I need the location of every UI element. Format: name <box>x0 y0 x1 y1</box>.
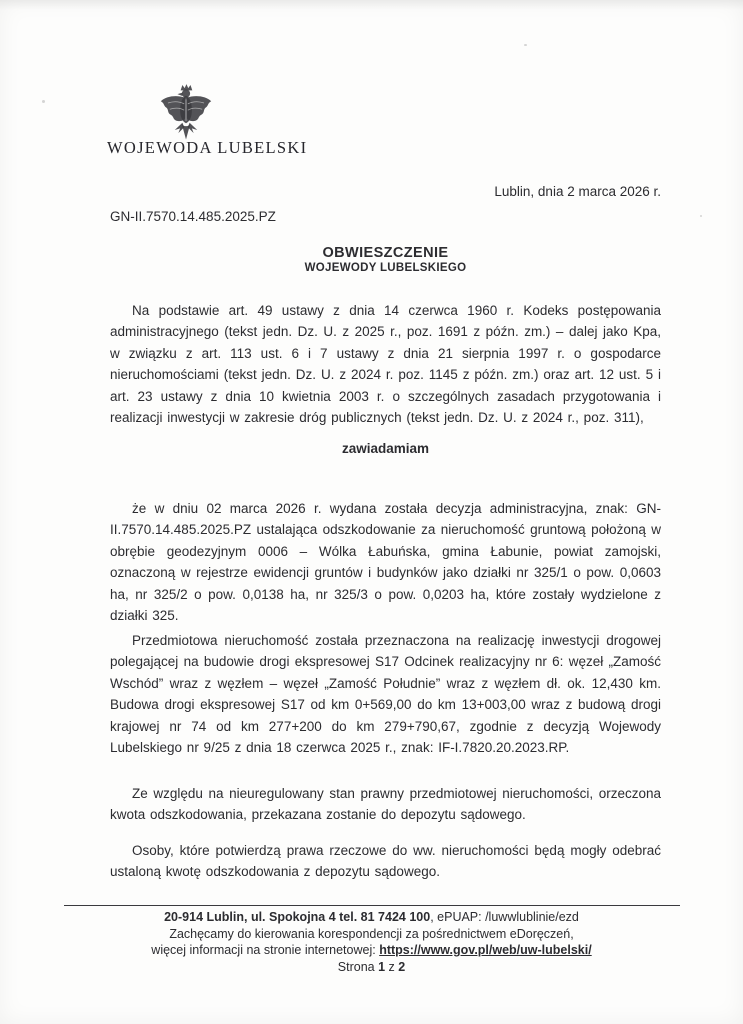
coat-of-arms-eagle-icon <box>159 83 213 141</box>
page-separator: z <box>385 959 399 974</box>
footer <box>40 909 703 975</box>
scan-speck <box>42 100 45 103</box>
footer-website-prefix: więcej informacji na stronie internetowej: <box>151 943 380 957</box>
scan-shadow-top <box>0 0 743 10</box>
page-current: 1 <box>378 959 386 974</box>
footer-address-bold: 20-914 Lublin, ul. Spokojna 4 tel. 81 7424 100 <box>164 910 431 924</box>
footer-website-link[interactable]: https://www.gov.pl/web/uw-lubelski/ <box>379 943 592 957</box>
footer-address-line <box>40 909 703 926</box>
paragraph-legal-basis: Na podstawie art. 49 ustawy z dnia 14 czerwca 1960 r. Kodeks postępowania administracyjnego (tekst jedn. Dz. U. z 2025 r., poz. 1691 z późn. zm.) – dalej jako Kpa, w związku z art. 113 ust. 6 i 7 ustawy z dnia 21 sierpnia 1997 r. o gospodarce nieruchomościami (tekst jedn. Dz. U. z 2024 r. poz. 1145 z późn. zm.) oraz art. 12 ust. 5 i art. 23 ustawy z dnia 10 kwietnia 2003 r. o szczególnych zasadach przygotowania i realizacji inwestycji w zakresie dróg publicznych (tekst jedn. Dz. U. z 2024 r., poz. 311), <box>110 302 661 425</box>
document-title-block <box>110 245 661 274</box>
footer-correspondence-line: Zachęcamy do kierowania korespondencji za pośrednictwem eDoręczeń, <box>169 926 574 941</box>
document-title: OBWIESZCZENIE <box>322 245 449 261</box>
page-label: Strona <box>337 959 379 974</box>
footer-page-number <box>40 959 703 976</box>
case-reference-number: GN-II.7570.14.485.2025.PZ <box>110 209 276 224</box>
scan-speck <box>524 44 527 46</box>
footer-divider <box>64 905 680 906</box>
issuer-name: WOJEWODA LUBELSKI <box>107 138 308 157</box>
paragraph-deposit: Ze względu na nieuregulowany stan prawny przedmiotowej nieruchomości, orzeczona kwota odszkodowania, przekazana zostanie do depozytu sądowego. <box>110 785 661 822</box>
footer-address-rest: , ePUAP: /luwwlublinie/ezd <box>430 910 579 924</box>
document-subtitle: WOJEWODY LUBELSKIEGO <box>304 262 467 274</box>
paragraph-investment: Przedmiotowa nieruchomość została przeznaczona na realizację inwestycji drogowej polegającej na budowie drogi ekspresowej S17 Odcinek realizacyjny nr 6: węzeł „Zamość Wschód” wraz z węzłem – węzeł „Zamość Południe” wraz z węzłem dł. ok. 12,430 km. Budowa drogi ekspresowej S17 od km 0+569,00 do km 13+003,00 wraz z budową drogi krajowej nr 74 od km 277+200 do km 279+790,67, zgodnie z decyzją Wojewody Lubelskiego nr 9/25 z dnia 18 czerwca 2025 r., znak: IF-I.7820.20.2023.RP. <box>110 632 661 755</box>
notice-keyword: zawiadamiam <box>341 441 430 456</box>
paragraph-claims: Osoby, które potwierdzą prawa rzeczowe do ww. nieruchomości będą mogły odebrać ustaloną kwotę odszkodowania z depozytu sądowego. <box>110 842 661 879</box>
paragraph-decision: że w dniu 02 marca 2026 r. wydana została decyzja administracyjna, znak: GN-II.7570.14.485.2025.PZ ustalająca odszkodowanie za nieruchomość gruntową położoną w obrębie geodezyjnym 0006 – Wólka Łabuńska, gmina Łabunie, powiat zamojski, oznaczoną w rejestrze ewidencji gruntów i budynków jako działki nr 325/1 o pow. 0,0603 ha, nr 325/2 o pow. 0,0138 ha, nr 325/3 o pow. 0,0203 ha, które zostały wydzielone z działki 325. <box>110 500 661 623</box>
scan-speck <box>700 215 702 217</box>
page-total: 2 <box>398 959 406 974</box>
footer-website-line <box>40 942 703 959</box>
place-date-line: Lublin, dnia 2 marca 2026 r. <box>494 184 661 199</box>
